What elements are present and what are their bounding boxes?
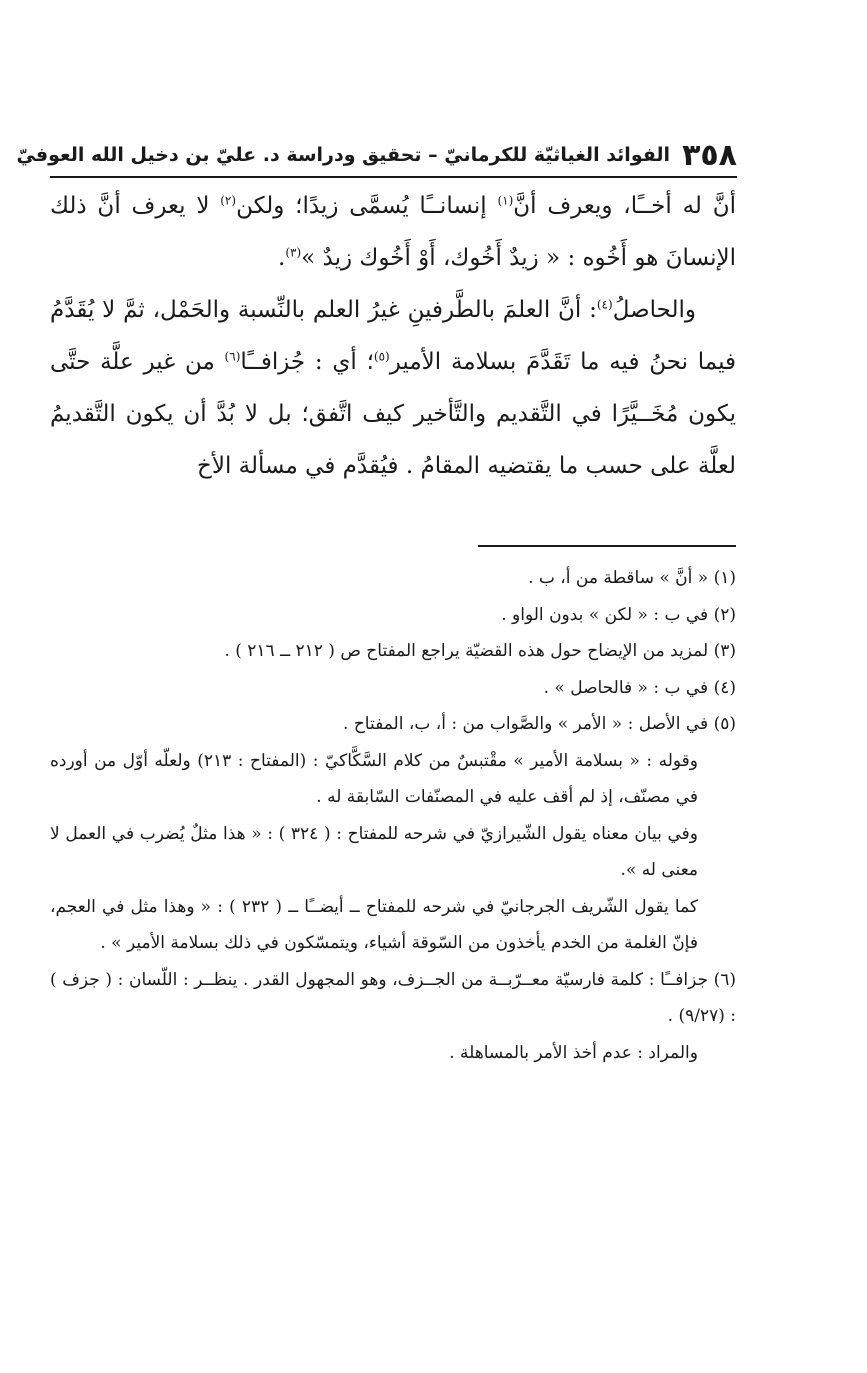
paragraph-1-part-a: أنَّ له أخــًا، ويعرف أنَّ [513,193,736,219]
footnote-5: (٥) في الأصل : « الأمر » والصَّواب من : أ، ب، المفتاح . [343,714,736,734]
footnote-marker-6: (٦) [224,349,241,364]
footnote-marker-2: (٢) [220,193,237,208]
header-rule [50,176,737,178]
paragraph-1-part-d: . [278,245,286,271]
footnote-2: (٢) في ب : « لكن » بدون الواو . [501,604,736,625]
footnote-5-continuation-1: وقوله : « بسلامة الأمير » مقْتبسٌ من كلام السَّكَّاكيّ : (المفتاح : ٢١٣) ولعلّه أوّل من أورده في مصنّف، إذ لم أقف عليه في المصنّفات السّابقة له . [50,750,698,807]
footnote-6: (٦) جزافــًا : كلمة فارسيّة معــرّبــة من الجــزف، وهو المجهول القدر . ينظــر : اللّسان : ( جزف ) : (٩/٢٧) . [50,969,736,1026]
paragraph-1-part-c: لا يعرف أنَّ ذلك الإنسانَ هو أَخُوه : « زيدٌ أَخُوك، أَوْ أَخُوك زيدٌ » [50,193,736,271]
footnote-6-continuation-1: والمراد : عدم أخذ الأمر بالمساهلة . [449,1042,698,1063]
paragraph-1 [50,180,736,284]
paragraph-2-part-a: والحاصلُ [612,297,696,323]
footnote-1: (١) « أنَّ » ساقطة من أ، ب . [528,568,736,588]
main-text [50,180,736,492]
paragraph-1-part-b: إنسانــًا يُسمَّى زيدًا؛ ولكن [236,193,498,219]
paragraph-2-part-c: ؛ أي : جُزافــًا [240,349,374,375]
page-number: ٣٥٨ [682,137,737,173]
running-title: الفوائد الغياثيّة للكرمانيّ – تحقيق ودراسة د. عليّ بن دخيل الله العوفيّ [16,144,671,166]
footnote-3: (٣) لمزيد من الإيضاح حول هذه القضيّة يراجع المفتاح ص ( ٢١٢ ــ ٢١٦ ) . [224,641,736,661]
page-header [16,137,737,173]
paragraph-2-part-b: : أنَّ العلمَ بالطَّرفينِ غيرُ العلم بالنِّسبة والحَمْل، ثمَّ لا يُقَدَّمُ فيما نحنُ فيه ما تَقَدَّمَ بسلامة الأمير [50,297,737,375]
footnote-5-continuation-2: وفي بيان معناه يقول الشّيرازيّ في شرحه للمفتاح : ( ٣٢٤ ) : « هذا مثلٌ يُضرب في العمل لا معنى له ». [50,823,699,880]
footnote-separator [478,545,736,547]
footnote-4: (٤) في ب : « فالحاصل » . [543,677,736,698]
footnote-marker-5: (٥) [373,349,390,364]
footnotes [50,560,736,1071]
paragraph-2 [50,284,736,492]
footnote-marker-3: (٣) [285,245,302,260]
footnote-marker-1: (١) [497,193,514,208]
footnote-5-continuation-3: كما يقول الشّريف الجرجانيّ في شرحه للمفتاح ــ أيضــًا ــ ( ٢٣٢ ) : « وهذا مثل في العجم، فإنّ الغلمة من الخدم يأخذون من السّوقة أشياء، ويتمسّكون في ذلك بسلامة الأمير » . [50,896,698,953]
paragraph-2-part-d: من غير علَّة حتَّى يكون مُخَــيَّرًا في التَّقديم والتَّأخير كيف اتَّفق؛ بل لا بُدَّ أن يكون التَّقديمُ لعلَّة على حسب ما يقتضيه المقامُ . فيُقدَّم في مسألة الأخ [50,349,736,479]
footnote-marker-4: (٤) [596,297,613,312]
